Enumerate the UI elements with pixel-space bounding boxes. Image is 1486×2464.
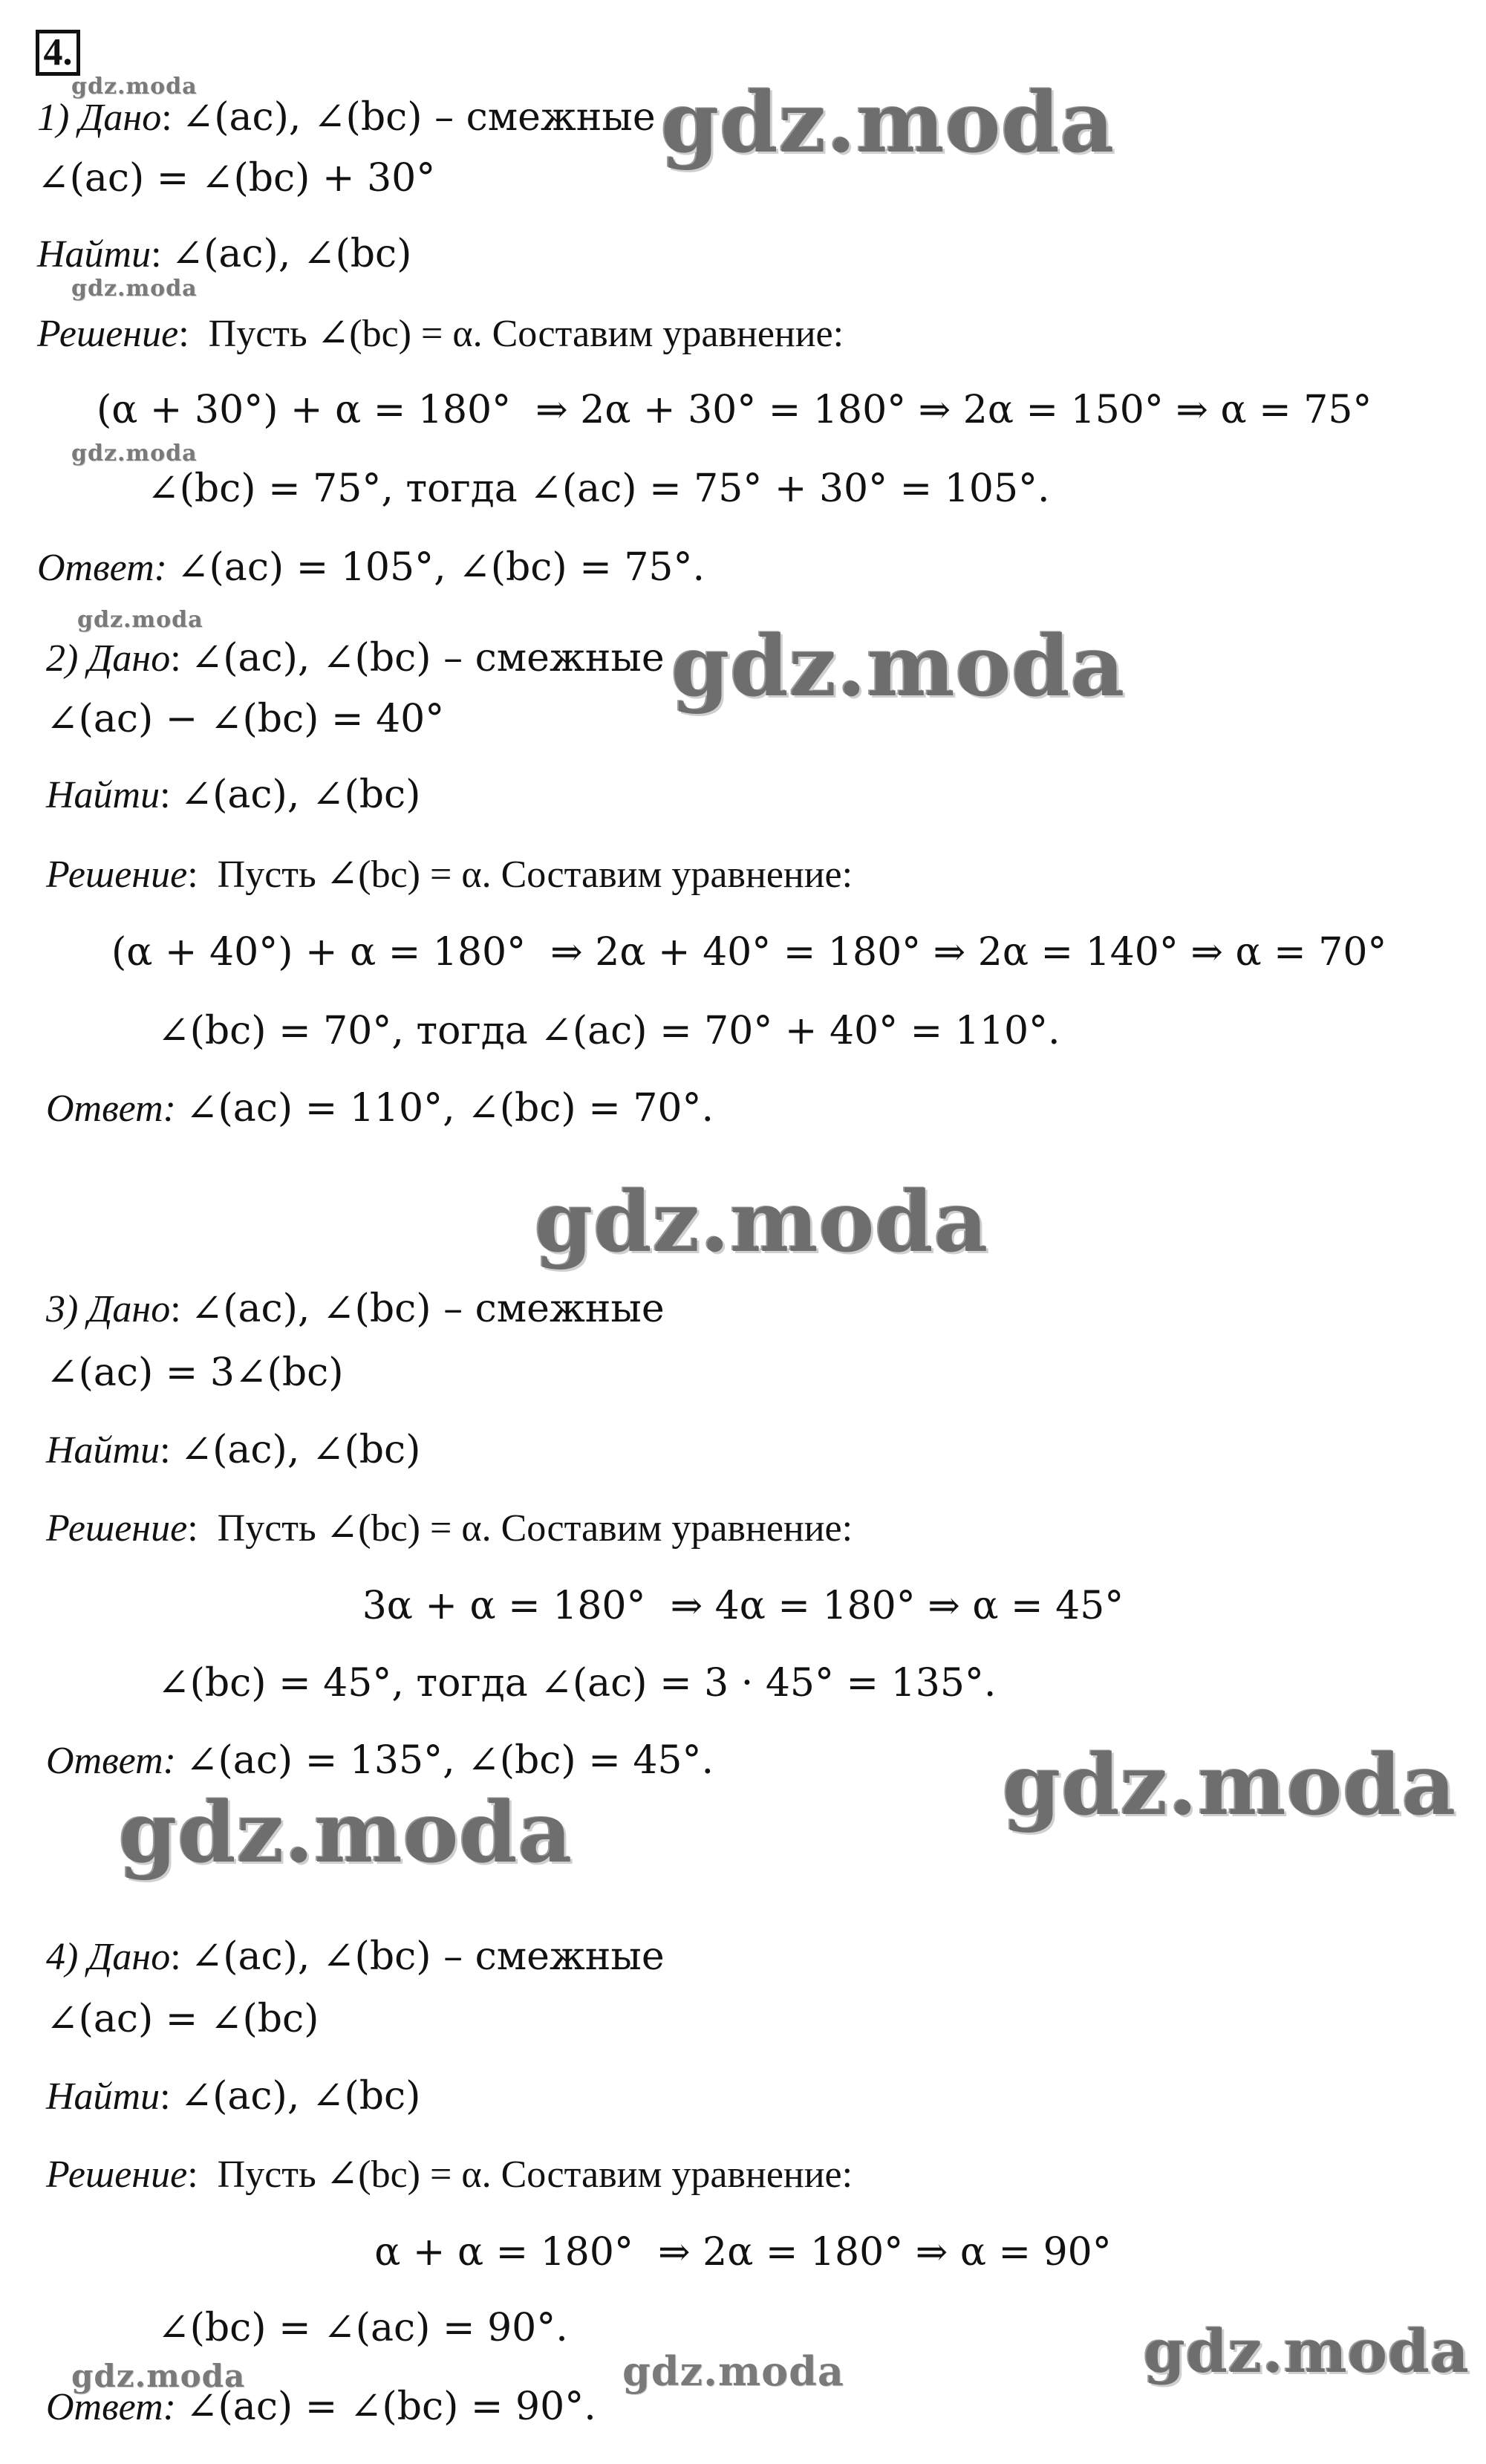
problem-2-equation: (α + 40°) + α = 180° ⇒ 2α + 40° = 180° ⇒ 2α = 140° ⇒ α = 70° [111, 930, 1387, 975]
answer-label: Ответ: [46, 1740, 176, 1782]
given-expression: ∠(ac), ∠(bc) – смежные [190, 1934, 665, 1979]
answer-label: Ответ: [46, 1088, 176, 1130]
problem-1-equation: (α + 30°) + α = 180° ⇒ 2α + 30° = 180° ⇒ 2α = 150° ⇒ α = 75° [97, 388, 1372, 432]
watermark: gdz.moda [71, 2358, 246, 2394]
watermark: gdz.moda [71, 441, 198, 467]
problem-1-given: 1) Дано: ∠(ac), ∠(bc) – смежные [37, 95, 656, 140]
watermark: gdz.moda [119, 1784, 573, 1882]
watermark: gdz.moda [671, 618, 1126, 715]
solution-text: Пусть ∠(bc) = α. Составим уравнение: [208, 313, 844, 355]
find-expression: ∠(ac), ∠(bc) [171, 232, 412, 276]
find-expression: ∠(ac), ∠(bc) [180, 773, 421, 817]
solution-label: Решение [46, 1507, 188, 1550]
problem-2-solution: Решение: Пусть ∠(bc) = α. Составим уравнение: [46, 854, 853, 896]
solution-text: Пусть ∠(bc) = α. Составим уравнение: [217, 1507, 853, 1550]
given-label: 3) Дано [46, 1288, 171, 1330]
watermark: gdz.moda [1144, 2316, 1470, 2386]
problem-3-find: Найти: ∠(ac), ∠(bc) [46, 1428, 421, 1472]
find-label: Найти [37, 233, 151, 276]
problem-4-solution: Решение: Пусть ∠(bc) = α. Составим уравнение: [46, 2153, 853, 2196]
problem-4-condition: ∠(ac) = ∠(bc) [46, 1997, 319, 2041]
answer-expression: ∠(ac) = 110°, ∠(bc) = 70°. [185, 1086, 714, 1131]
watermark: gdz.moda [535, 1174, 989, 1271]
problem-4-result: ∠(bc) = ∠(ac) = 90°. [157, 2306, 568, 2350]
watermark: gdz.moda [622, 2347, 844, 2395]
problem-4-equation: α + α = 180° ⇒ 2α = 180° ⇒ α = 90° [374, 2230, 1112, 2275]
answer-expression: ∠(ac) = 105°, ∠(bc) = 75°. [176, 545, 705, 590]
watermark: gdz.moda [1003, 1737, 1457, 1834]
given-label: 2) Дано [46, 637, 171, 680]
given-expression: ∠(ac), ∠(bc) – смежные [181, 95, 656, 140]
problem-3-solution: Решение: Пусть ∠(bc) = α. Составим уравнение: [46, 1507, 853, 1550]
problem-2-given: 2) Дано: ∠(ac), ∠(bc) – смежные [46, 636, 665, 680]
task-number: 4. [36, 30, 80, 76]
answer-label: Ответ: [46, 2386, 176, 2428]
given-label: 1) Дано [37, 97, 162, 139]
problem-1-result: ∠(bc) = 75°, тогда ∠(ac) = 75° + 30° = 105°. [147, 467, 1050, 511]
find-label: Найти [46, 774, 160, 816]
problem-2-find: Найти: ∠(ac), ∠(bc) [46, 773, 421, 817]
problem-2-result: ∠(bc) = 70°, тогда ∠(ac) = 70° + 40° = 110°. [157, 1009, 1060, 1053]
problem-3-answer [46, 1738, 714, 1784]
watermark: gdz.moda [71, 74, 198, 100]
find-label: Найти [46, 2075, 160, 2118]
problem-2-condition: ∠(ac) − ∠(bc) = 40° [46, 697, 445, 741]
given-expression: ∠(ac), ∠(bc) – смежные [190, 636, 665, 680]
problem-3-equation: 3α + α = 180° ⇒ 4α = 180° ⇒ α = 45° [362, 1584, 1124, 1628]
answer-expression: ∠(ac) = ∠(bc) = 90°. [185, 2385, 596, 2429]
watermark: gdz.moda [661, 74, 1115, 172]
problem-1-solution: Решение: Пусть ∠(bc) = α. Составим уравнение: [37, 313, 844, 355]
problem-3-given: 3) Дано: ∠(ac), ∠(bc) – смежные [46, 1287, 665, 1331]
solution-label: Решение [37, 313, 179, 355]
problem-1-answer [37, 545, 705, 591]
problem-1-find: Найти: ∠(ac), ∠(bc) [37, 232, 412, 276]
given-expression: ∠(ac), ∠(bc) – смежные [190, 1287, 665, 1331]
watermark: gdz.moda [77, 607, 203, 633]
problem-1-condition: ∠(ac) = ∠(bc) + 30° [37, 156, 436, 201]
find-expression: ∠(ac), ∠(bc) [180, 2074, 421, 2119]
watermark: gdz.moda [71, 276, 198, 302]
solution-label: Решение [46, 854, 188, 896]
problem-3-condition: ∠(ac) = 3∠(bc) [46, 1350, 344, 1395]
given-label: 4) Дано [46, 1936, 171, 1978]
answer-expression: ∠(ac) = 135°, ∠(bc) = 45°. [185, 1738, 714, 1783]
answer-label: Ответ: [37, 547, 167, 589]
find-label: Найти [46, 1429, 160, 1472]
solution-text: Пусть ∠(bc) = α. Составим уравнение: [217, 2153, 853, 2196]
problem-3-result: ∠(bc) = 45°, тогда ∠(ac) = 3 · 45° = 135°. [157, 1661, 997, 1706]
problem-4-given: 4) Дано: ∠(ac), ∠(bc) – смежные [46, 1934, 665, 1979]
problem-4-find: Найти: ∠(ac), ∠(bc) [46, 2074, 421, 2119]
solution-label: Решение [46, 2153, 188, 2196]
find-expression: ∠(ac), ∠(bc) [180, 1428, 421, 1472]
problem-2-answer [46, 1086, 714, 1131]
solution-text: Пусть ∠(bc) = α. Составим уравнение: [217, 854, 853, 896]
